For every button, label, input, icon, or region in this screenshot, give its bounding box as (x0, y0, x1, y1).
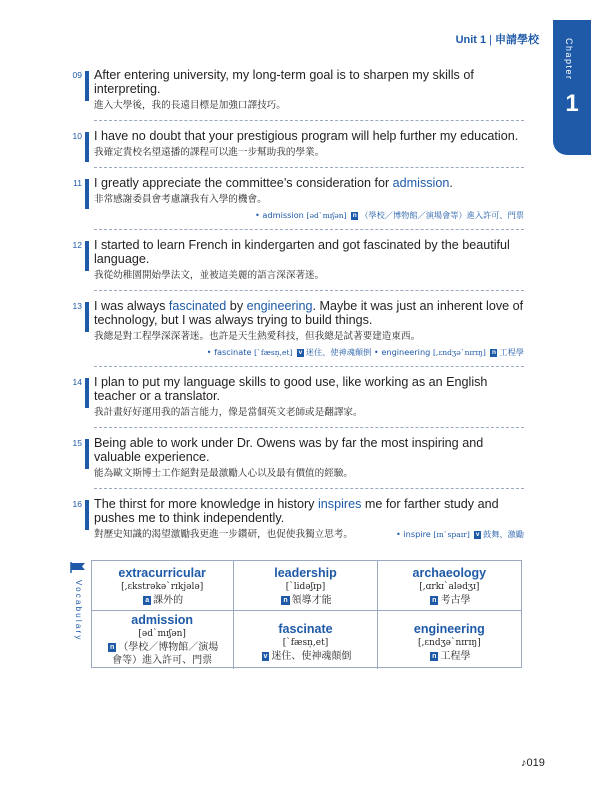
part-of-speech-badge: n (283, 597, 288, 604)
translation-text: 進入大學後，我的長遠目標是加強口譯技巧。 (94, 100, 286, 111)
translation-text: 能為歐文斯博士工作絕對是最激勵人心以及最有價值的經驗。 (94, 468, 354, 479)
page-folio (521, 757, 545, 769)
chinese-translation (94, 330, 524, 344)
keyword: admission (392, 176, 450, 190)
accent-bar (85, 500, 89, 530)
english-sentence (94, 436, 524, 464)
note-meaning: 工程學 (499, 347, 524, 357)
translation-text: 我總是對工程學深深著迷。也許是天生熱愛科技，但我總是試著要建造東西。 (94, 331, 421, 342)
sentence-text: After entering university, my long-term goal is to sharpen my skills of interpreting. (94, 68, 474, 96)
vocab-definition (378, 594, 521, 607)
running-head (456, 31, 539, 47)
vocab-meaning: 考古學 (440, 595, 471, 606)
sentence-text: . (449, 176, 453, 190)
vocab-ipa: [`lidəʃɪp] (285, 582, 326, 592)
english-sentence (94, 129, 524, 143)
note-ipa: [ɪn`spaɪr] (433, 530, 470, 539)
dashed-divider (94, 366, 524, 367)
note-bullet: • (395, 529, 404, 539)
part-of-speech-badge: v (298, 349, 303, 356)
dashed-divider (94, 167, 524, 168)
vocab-definition (91, 641, 233, 667)
sentence-text: The thirst for more knowledge in history (94, 497, 318, 511)
sentence-number: 13 (72, 301, 82, 311)
sentence-text: I greatly appreciate the committee’s consideration for (94, 176, 393, 190)
vocab-ipa: [,ɑrkɪ`alədʒɪ] (419, 582, 480, 592)
music-note-icon: ♪ (521, 757, 527, 769)
note-word: inspire (403, 529, 431, 539)
vocab-ipa: [`fæsn̩,et] (282, 638, 329, 648)
note-meaning: 鼓舞、激勵 (483, 529, 524, 539)
page-number: 019 (526, 757, 545, 769)
sentence-number: 12 (72, 240, 82, 250)
sentence-text: I have no doubt that your prestigious program will help further my education. (94, 129, 519, 143)
part-of-speech-badge: v (263, 653, 268, 660)
sentence-entry (68, 375, 524, 420)
chinese-translation (94, 467, 524, 481)
chinese-translation (94, 406, 524, 420)
translation-text: 對歷史知識的渴望激勵我更進一步鑽研，也促使我獨立思考。 (94, 529, 354, 540)
part-of-speech-badge: n (432, 597, 437, 604)
vocab-meaning: （學校／博物館／演場會等）進入許可、門票 (112, 642, 219, 666)
vocab-card (91, 611, 234, 669)
keyword: inspires (317, 497, 362, 511)
note-bullet: • (206, 347, 215, 357)
chinese-translation (94, 146, 524, 160)
chinese-translation (94, 528, 524, 542)
accent-bar (85, 71, 89, 101)
sentence-text: by (226, 299, 247, 313)
sentence-text: I plan to put my language skills to good use, like working as an English teacher or a translator. (94, 375, 488, 403)
vocab-card (91, 561, 234, 611)
sentence-number: 15 (72, 438, 82, 448)
part-of-speech-badge: n (491, 349, 496, 356)
chapter-tab (553, 20, 591, 155)
vocab-meaning: 課外的 (153, 595, 184, 606)
translation-text: 我從幼稚園開始學法文，並被這美麗的語言深深著迷。 (94, 270, 325, 281)
vocab-card (378, 561, 521, 611)
sentence-number: 09 (72, 70, 82, 80)
vocab-meaning: 迷住、使神魂顛倒 (271, 651, 352, 662)
english-sentence (94, 299, 524, 327)
vocab-word: engineering (413, 622, 485, 636)
keyword: engineering (246, 299, 313, 313)
translation-text: 非常感謝委員會考慮讓我有入學的機會。 (94, 194, 267, 205)
sentence-text: I was always (94, 299, 169, 313)
vocab-card (234, 561, 377, 611)
flag-icon (70, 562, 86, 573)
dashed-divider (94, 488, 524, 489)
sentence-text: me for farther study and pushes me to think independently. (94, 497, 499, 525)
vocab-meaning: 領導才能 (291, 595, 332, 606)
dashed-divider (94, 120, 524, 121)
sentence-number: 10 (72, 131, 82, 141)
sentence-entry (68, 497, 524, 542)
vocab-ipa: [əd`mɪʃən] (138, 629, 186, 639)
vocab-notes (94, 209, 524, 222)
vocab-ipa: [,ɛndʒə`nɪrɪŋ] (417, 638, 481, 648)
note-meaning: 迷住、使神魂顛倒 (305, 347, 372, 357)
note-meaning: （學校／博物館／演場會等）進入許可、門票 (360, 210, 524, 220)
chinese-translation (94, 269, 524, 283)
vocab-definition (234, 594, 376, 607)
vocabulary-box (67, 560, 522, 668)
vocabulary-grid (91, 560, 522, 668)
vocab-word: admission (131, 613, 194, 627)
vocab-word: archaeology (412, 566, 487, 580)
vocab-card (234, 611, 377, 669)
note-ipa: [,ɛndʒə`nɪrɪŋ] (432, 348, 486, 357)
note-ipa: [`fæsn̩,et] (254, 348, 293, 357)
part-of-speech-badge: n (110, 644, 115, 651)
note-word: fascinate (214, 347, 252, 357)
chapter-word: Chapter (564, 38, 574, 81)
unit-topic: 申請學校 (495, 34, 539, 46)
vocab-meaning: 工程學 (440, 651, 471, 662)
accent-bar (85, 241, 89, 271)
sentence-entry (68, 176, 524, 222)
accent-bar (85, 302, 89, 332)
sentence-number: 11 (73, 178, 82, 188)
keyword: fascinated (168, 299, 227, 313)
sentence-number: 16 (72, 499, 82, 509)
dashed-divider (94, 229, 524, 230)
vocab-word: leadership (274, 566, 337, 580)
accent-bar (85, 179, 89, 209)
unit-label: Unit 1 (455, 34, 487, 46)
accent-bar (85, 439, 89, 469)
vocab-ipa: [,ɛkstrəkə`rɪkjələ] (121, 582, 204, 592)
chinese-translation (94, 193, 524, 207)
header-separator: | (489, 34, 492, 46)
sentence-text: . Maybe it was just an inherent love of technology, but I was always trying to build things. (94, 299, 524, 327)
part-of-speech-badge: n (352, 212, 357, 219)
dashed-divider (94, 427, 524, 428)
vocab-definition (91, 594, 233, 607)
sentence-entry (68, 299, 524, 359)
vocab-word: fascinate (278, 622, 333, 636)
english-sentence (94, 375, 524, 403)
accent-bar (85, 132, 89, 162)
english-sentence (94, 497, 524, 525)
sentence-entry (68, 238, 524, 283)
note-word: engineering (381, 347, 431, 357)
vocab-definition (378, 650, 521, 663)
accent-bar (85, 378, 89, 408)
chapter-number: 1 (565, 90, 579, 117)
vocab-definition (234, 650, 376, 663)
sentence-number: 14 (72, 377, 82, 387)
sentence-entry (68, 68, 524, 113)
note-bullet: • (254, 210, 263, 220)
translation-text: 我確定貴校名望遠播的課程可以進一步幫助我的學業。 (94, 147, 325, 158)
translation-text: 我計畫好好運用我的語言能力，像是當個英文老師或是翻譯家。 (94, 407, 363, 418)
english-sentence (94, 238, 524, 266)
inline-vocab-note (396, 528, 524, 541)
sentence-text: Being able to work under Dr. Owens was by far the most inspiring and valuable experience. (94, 436, 484, 464)
sentence-entry (68, 129, 524, 160)
english-sentence (94, 176, 524, 190)
part-of-speech-badge: a (145, 597, 150, 604)
note-word: admission (262, 210, 304, 220)
note-ipa: [əd`mɪʃən] (306, 211, 347, 220)
vocab-notes (94, 346, 524, 359)
note-bullet: • (373, 347, 382, 357)
sentence-entry (68, 436, 524, 481)
english-sentence (94, 68, 524, 96)
part-of-speech-badge: n (432, 653, 437, 660)
vocabulary-side (67, 560, 92, 668)
dashed-divider (94, 290, 524, 291)
vocab-card (378, 611, 521, 669)
vocab-word: extracurricular (118, 566, 206, 580)
part-of-speech-badge: v (475, 531, 480, 538)
sentence-text: I started to learn French in kindergarten and got fascinated by the beautiful language. (94, 238, 510, 266)
vocabulary-label: Vocabulary (74, 580, 83, 642)
chinese-translation (94, 99, 524, 113)
sentence-list (68, 68, 524, 542)
